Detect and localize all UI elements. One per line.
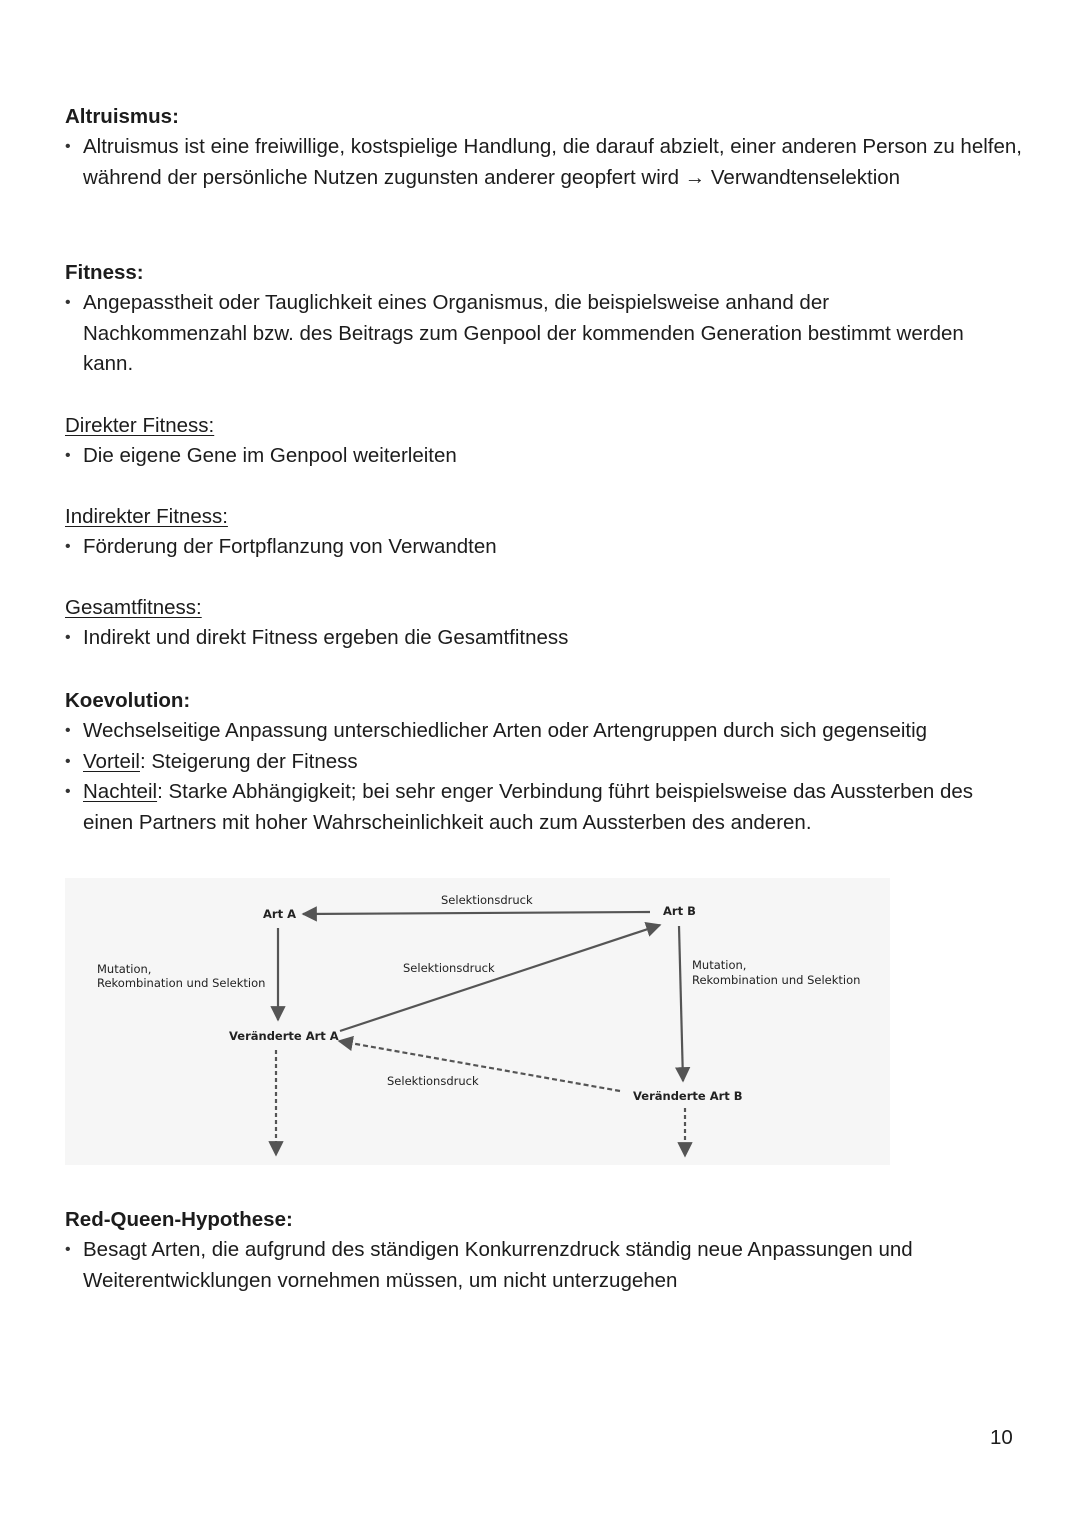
diagram-arrows bbox=[65, 878, 890, 1165]
term-nachteil: Nachteil bbox=[83, 780, 158, 803]
label-selektionsdruck-diagonal: Selektionsdruck bbox=[403, 961, 495, 975]
bullet-list bbox=[65, 532, 1025, 563]
arrow-diagonal-to-artb bbox=[340, 925, 660, 1031]
node-art-a: Art A bbox=[263, 907, 296, 921]
bullet-item: • Die eigene Gene im Genpool weiterleiten bbox=[65, 441, 1025, 472]
bullet-list bbox=[65, 441, 1025, 472]
bullet-item bbox=[65, 747, 1025, 778]
section-heading: Red-Queen-Hypothese: bbox=[65, 1208, 293, 1231]
label-mutation-left-1: Mutation, bbox=[97, 962, 152, 976]
section-heading: Altruismus: bbox=[65, 105, 179, 128]
section-subheading: Indirekter Fitness: bbox=[65, 505, 228, 528]
section-heading: Fitness: bbox=[65, 261, 144, 284]
section-fitness bbox=[65, 258, 1025, 380]
bullet-list bbox=[65, 288, 1025, 380]
bullet-text: : Steigerung der Fitness bbox=[139, 749, 358, 773]
arrow-artb-to-arta bbox=[303, 912, 650, 914]
bullet-list bbox=[65, 623, 1025, 654]
label-selektionsdruck-bottom: Selektionsdruck bbox=[387, 1074, 479, 1088]
page-number: 10 bbox=[990, 1426, 1013, 1449]
bullet-list bbox=[65, 132, 1025, 193]
section-heading: Koevolution: bbox=[65, 689, 191, 712]
arrow-artb-down bbox=[679, 926, 683, 1081]
arrow-dashed-to-veraenderte-a bbox=[339, 1041, 620, 1091]
bullet-list bbox=[65, 1235, 1025, 1296]
section-red-queen bbox=[65, 1205, 1025, 1296]
bullet-item: • Angepasstheit oder Tauglichkeit eines Organismus, die beispielsweise anhand der Nachkommenzahl bzw. des Beitrags zum Genpool der kommenden Generation bestimmt werden kann. bbox=[65, 288, 983, 380]
section-indirekte-fitness bbox=[65, 502, 1025, 563]
bullet-item: • Indirekt und direkt Fitness ergeben die Gesamtfitness bbox=[65, 623, 1025, 654]
section-subheading: Gesamtfitness: bbox=[65, 596, 202, 619]
bullet-item bbox=[65, 716, 1025, 747]
node-veraenderte-art-b: Veränderte Art B bbox=[633, 1089, 743, 1103]
bullet-item: • Förderung der Fortpflanzung von Verwandten bbox=[65, 532, 1025, 563]
bullet-text: Wechselseitige Anpassung unterschiedlicher Arten oder Artengruppen durch sich gegenseitig bbox=[83, 719, 928, 742]
section-gesamtfitness bbox=[65, 593, 1025, 654]
bullet-list bbox=[65, 716, 1025, 838]
bullet-item bbox=[65, 777, 1013, 838]
node-art-b: Art B bbox=[663, 904, 696, 918]
bullet-text: : Starke Abhängigkeit; bei sehr enger Verbindung führt beispielsweise das Aussterben des einen Partners mit hoher Wahrscheinlichkeit auch zum Aussterben des anderen. bbox=[83, 780, 974, 834]
bullet-item: • Altruismus ist eine freiwillige, kostspielige Handlung, die darauf abzielt, einer anderen Person zu helfen, während der persönliche Nutzen zugunsten anderer geopfert wird → Verwandtenselektion bbox=[65, 132, 1023, 193]
label-mutation-left-2: Rekombination und Selektion bbox=[97, 976, 266, 990]
section-subheading: Direkter Fitness: bbox=[65, 414, 215, 437]
section-altruismus bbox=[65, 102, 1025, 193]
label-mutation-right-2: Rekombination und Selektion bbox=[692, 973, 861, 987]
bullet-item: • Besagt Arten, die aufgrund des ständigen Konkurrenzdruck ständig neue Anpassungen und Weiterentwicklungen vornehmen müssen, um nicht unterzugehen bbox=[65, 1235, 1003, 1296]
section-direkte-fitness bbox=[65, 411, 1025, 472]
label-selektionsdruck-top: Selektionsdruck bbox=[441, 893, 533, 907]
label-mutation-right-1: Mutation, bbox=[692, 958, 747, 972]
term-vorteil: Vorteil bbox=[83, 749, 140, 773]
coevolution-diagram bbox=[65, 878, 890, 1165]
node-veraenderte-art-a: Veränderte Art A bbox=[229, 1029, 339, 1043]
section-koevolution bbox=[65, 686, 1025, 838]
